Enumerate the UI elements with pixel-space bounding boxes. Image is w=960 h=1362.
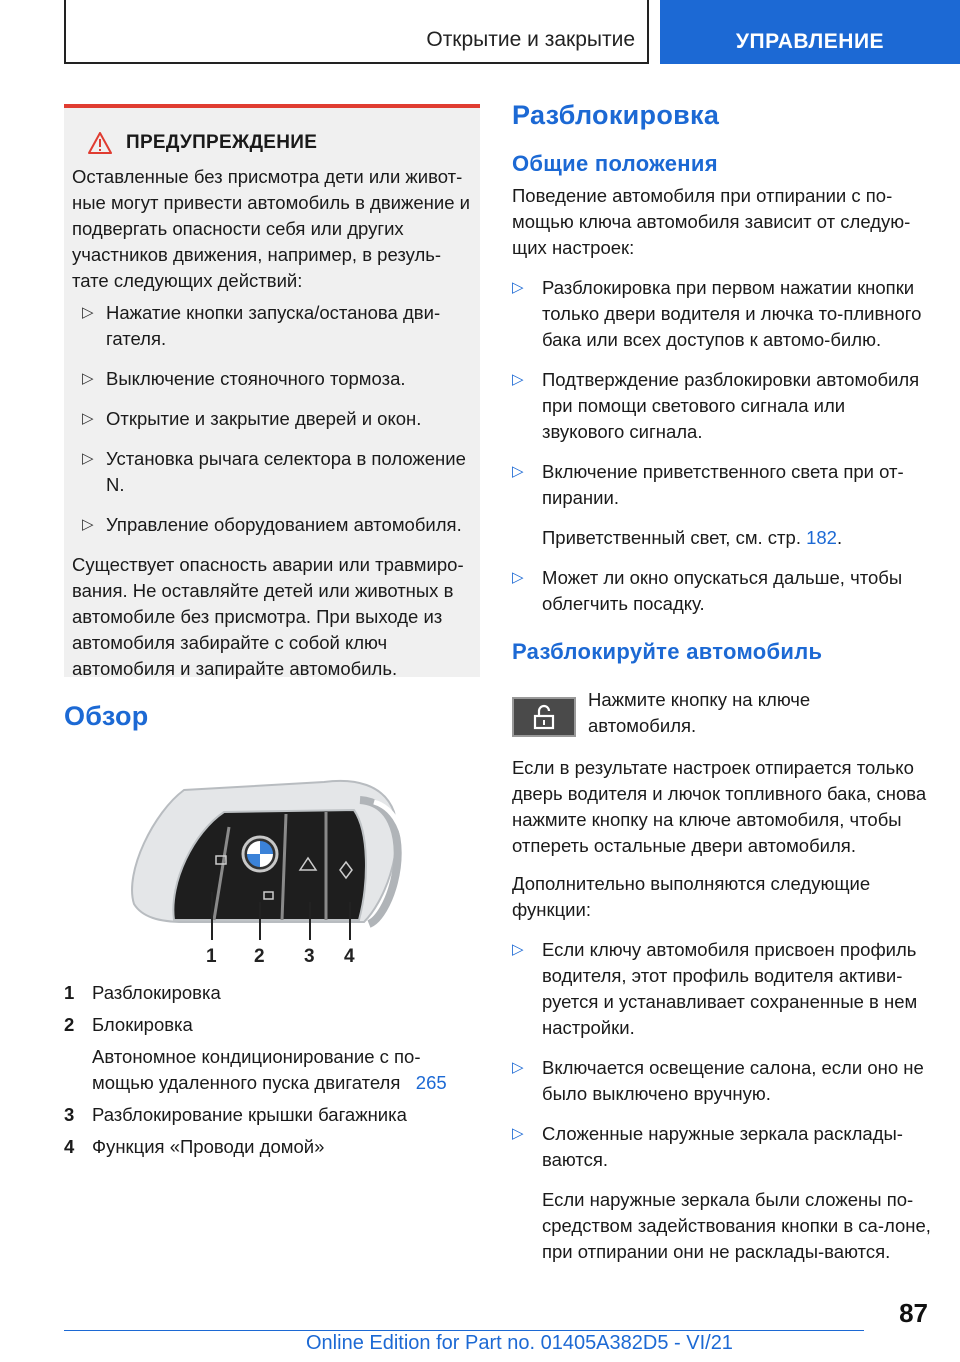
bullet-arrow-icon: ▷: [512, 463, 524, 480]
unlock-icon: [512, 697, 576, 737]
legend-item: 4 Функция «Проводи домой»: [64, 1136, 325, 1157]
list-item: ▷ Подтверждение разблокировки автомобиля при помощи светового сигнала или звукового сигнала.: [512, 369, 920, 442]
unlock-text: Нажмите кнопку на ключе автомобиля.: [588, 689, 811, 736]
list-item: ▷ Управление оборудованием автомобиля.: [72, 512, 470, 538]
unlock-instruction: [512, 687, 932, 739]
warning-box: [64, 104, 480, 677]
callout-4: 4: [344, 946, 355, 967]
list-item: ▷ Включается освещение салона, если оно не было выключено вручную.: [512, 1057, 924, 1104]
header-chapter-label: УПРАВЛЕНИЕ: [735, 30, 885, 53]
legend-item: 2 Блокировка: [64, 1014, 193, 1035]
warning-intro: Оставленные без присмотра дети или живот-ные могут привести автомобиль в движение и подвергать опасности себя или других участников движения, например, в резуль-тате следующих действий:: [72, 166, 470, 291]
bullet-arrow-icon: ▷: [512, 941, 524, 958]
footer-edition: Online Edition for Part no. 01405A382D5 - VI/21: [306, 1332, 733, 1354]
bullet-arrow-icon: ▷: [82, 516, 94, 533]
general-title: Общие положения: [512, 151, 718, 176]
list-item: ▷ Открытие и закрытие дверей и окон.: [72, 406, 470, 432]
footer-divider: [64, 1330, 864, 1331]
warning-header: [88, 132, 470, 154]
callout-3: 3: [304, 946, 315, 967]
page-ref-link[interactable]: 182: [806, 527, 837, 548]
page-number: 87: [899, 1298, 928, 1328]
header-chapter-tab[interactable]: [660, 0, 960, 64]
warning-triangle-icon: [88, 132, 112, 154]
warning-list: [72, 300, 470, 538]
callout-2: 2: [254, 946, 265, 967]
bullet-arrow-icon: ▷: [82, 370, 94, 387]
bullet-arrow-icon: ▷: [82, 304, 94, 321]
bullet-arrow-icon: ▷: [512, 569, 524, 586]
right-column: [512, 100, 932, 1279]
legend-sub-note: Автономное кондиционирование с по-мощью удаленного пуска двигателя 265: [92, 1046, 447, 1093]
warning-outro: Существует опасность аварии или травмиро-вания. Не оставляйте детей или животных в автомобиле без присмотра. При выходе из автомобиля забирайте с собой ключ автомобиля и запирайте автомобиль.: [72, 554, 464, 679]
list-item: ▷ Может ли окно опускаться дальше, чтобы облегчить посадку.: [512, 567, 903, 614]
list-item: ▷ Включение приветственного света при от-пирании. Приветственный свет, см. стр. 182.: [512, 459, 932, 551]
list-item: ▷ Разблокировка при первом нажатии кнопки только двери водителя и лючка то-пливного бака или всех доступов к автомо-билю.: [512, 277, 922, 350]
additional-list: [512, 937, 932, 1265]
legend-item: 1 Разблокировка: [64, 982, 221, 1003]
key-fob-illustration: [64, 772, 480, 972]
overview-legend: [64, 980, 480, 1160]
welcome-light-note: Приветственный свет, см. стр. 182.: [542, 527, 843, 548]
legend-item: 3 Разблокирование крышки багажника: [64, 1104, 407, 1125]
unlock-title: Разблокируйте автомобиль: [512, 639, 823, 664]
list-item: ▷ Установка рычага селектора в положение N.: [82, 448, 466, 495]
left-column: [64, 104, 480, 1166]
overview-title: Обзор: [64, 701, 149, 731]
list-item: ▷ Нажатие кнопки запуска/останова дви-гателя.: [82, 302, 441, 349]
callout-1: 1: [206, 946, 217, 967]
header-section-title: Открытие и закрытие: [426, 28, 635, 51]
header-section-box: [64, 0, 649, 64]
bullet-arrow-icon: ▷: [82, 410, 94, 427]
additional-text: Дополнительно выполняются следующие функции:: [512, 873, 871, 920]
bullet-arrow-icon: ▷: [512, 1125, 524, 1142]
list-item: ▷ Выключение стояночного тормоза.: [72, 366, 470, 392]
bullet-arrow-icon: ▷: [512, 371, 524, 388]
mirror-note: Если наружные зеркала были сложены по-средством задействования кнопки в са-лоне, при отпирании они не расклады-ваются.: [542, 1189, 931, 1262]
repeat-text: Если в результате настроек отпирается только дверь водителя и лючок топливного бака, снова нажмите кнопку на ключе автомобиля, чтобы отпереть остальные двери автомобиля.: [512, 757, 927, 856]
bullet-arrow-icon: ▷: [512, 279, 524, 296]
general-list: [512, 275, 932, 617]
list-item: ▷ Если ключу автомобиля присвоен профиль водителя, этот профиль водителя активи-руется и устанавливает сохраненные в нем настройки.: [512, 939, 918, 1038]
general-text: Поведение автомобиля при отпирании с по-мощью ключа автомобиля зависит от следую-щих настроек:: [512, 185, 911, 258]
bullet-arrow-icon: ▷: [512, 1059, 524, 1076]
list-item: ▷ Сложенные наружные зеркала расклады-ваются. Если наружные зеркала были сложены по-средством задействования кнопки в са-лоне, при отпирании они не расклады-ваются.: [512, 1121, 932, 1265]
unlocking-title: Разблокировка: [512, 100, 720, 130]
warning-title: ПРЕДУПРЕЖДЕНИЕ: [126, 132, 318, 153]
page-ref-link[interactable]: 265: [415, 1072, 447, 1093]
bullet-arrow-icon: ▷: [82, 450, 94, 467]
